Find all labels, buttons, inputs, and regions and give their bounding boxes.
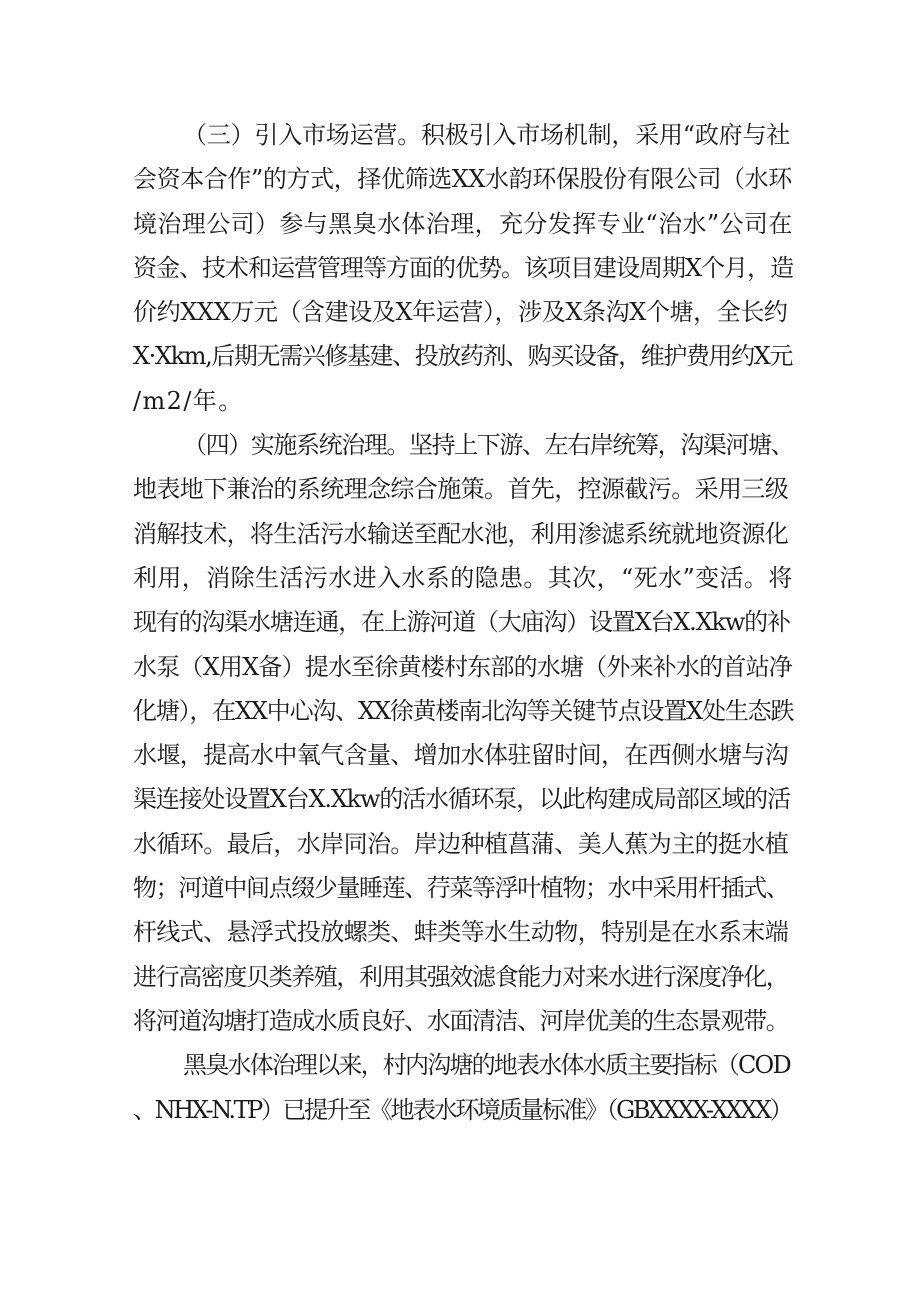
paragraph-3-line-6: X·Xkm,后期无需兴修基建、投放药剂、购买设备，维护费用约X元: [133, 342, 793, 371]
paragraph-4-line-7: 化塘），在XX中心沟、XX徐黄楼南北沟等关键节点设置X处生态跌: [133, 696, 794, 725]
paragraph-4-line-10: 水循环。最后，水岸同治。岸边种植菖蒲、美人蕉为主的挺水植: [133, 829, 789, 858]
paragraph-3-line-5: 价约XXX万元（含建设及X年运营），涉及X条沟X个塘，全长约: [133, 298, 788, 327]
paragraph-4-line-2: 地表地下兼治的系统理念综合施策。首先，控源截污。采用三级: [133, 475, 789, 504]
paragraph-4-line-11: 物；河道中间点缀少量睡莲、荇菜等浮叶植物；水中采用杆插式、: [133, 874, 789, 903]
paragraph-4-line-14: 将河道沟塘打造成水质良好、水面清洁、河岸优美的生态景观带。: [133, 1006, 789, 1035]
paragraph-4-line-9: 渠连接处设置X台X.Xkw的活水循环泵，以此构建成局部区域的活: [133, 785, 790, 814]
paragraph-5-line-1: 黑臭水体治理以来，村内沟塘的地表水体水质主要指标（COD: [183, 1051, 790, 1080]
paragraph-4-line-3: 消解技术，将生活污水输送至配水池，利用渗滤系统就地资源化: [133, 519, 789, 548]
paragraph-3-line-2: 会资本合作”的方式，择优筛选XX水韵环保股份有限公司（水环: [133, 165, 792, 194]
paragraph-4-line-13: 进行高密度贝类养殖，利用其强效滤食能力对来水进行深度净化，: [133, 962, 789, 991]
paragraph-3-line-1: （三）引入市场运营。积极引入市场机制，采用“政府与社: [183, 121, 791, 149]
paragraph-3-line-3: 境治理公司）参与黑臭水体治理，充分发挥专业“治水”公司在: [133, 209, 793, 238]
document-body: [133, 113, 793, 1132]
paragraph-3-line-7: /m2/年。: [133, 386, 244, 415]
paragraph-3-line-4: 资金、技术和运营管理等方面的优势。该项目建设周期X个月，造: [133, 253, 794, 282]
paragraph-4-line-1: （四）实施系统治理。坚持上下游、左右岸统筹，沟渠河塘、: [183, 431, 794, 460]
paragraph-4-line-12: 杆线式、悬浮式投放螺类、蚌类等水生动物，特别是在水系末端: [133, 918, 789, 947]
paragraph-4-line-5: 现有的沟渠水塘连通，在上游河道（大庙沟）设置X台X.Xkw的补: [133, 608, 790, 637]
paragraph-4-line-4: 利用，消除生活污水进入水系的隐患。其次，“死水”变活。将: [133, 563, 793, 592]
paragraph-4-line-8: 水堰，提高水中氧气含量、增加水体驻留时间，在西侧水塘与沟: [133, 741, 789, 770]
paragraph-5-line-2: 、NHX-N.TP）已提升至《地表水环境质量标准》（GBXXXX-XXXX）: [133, 1095, 792, 1124]
paragraph-4-line-6: 水泵（X用X备）提水至徐黄楼村东部的水塘（外来补水的首站净: [133, 652, 792, 681]
